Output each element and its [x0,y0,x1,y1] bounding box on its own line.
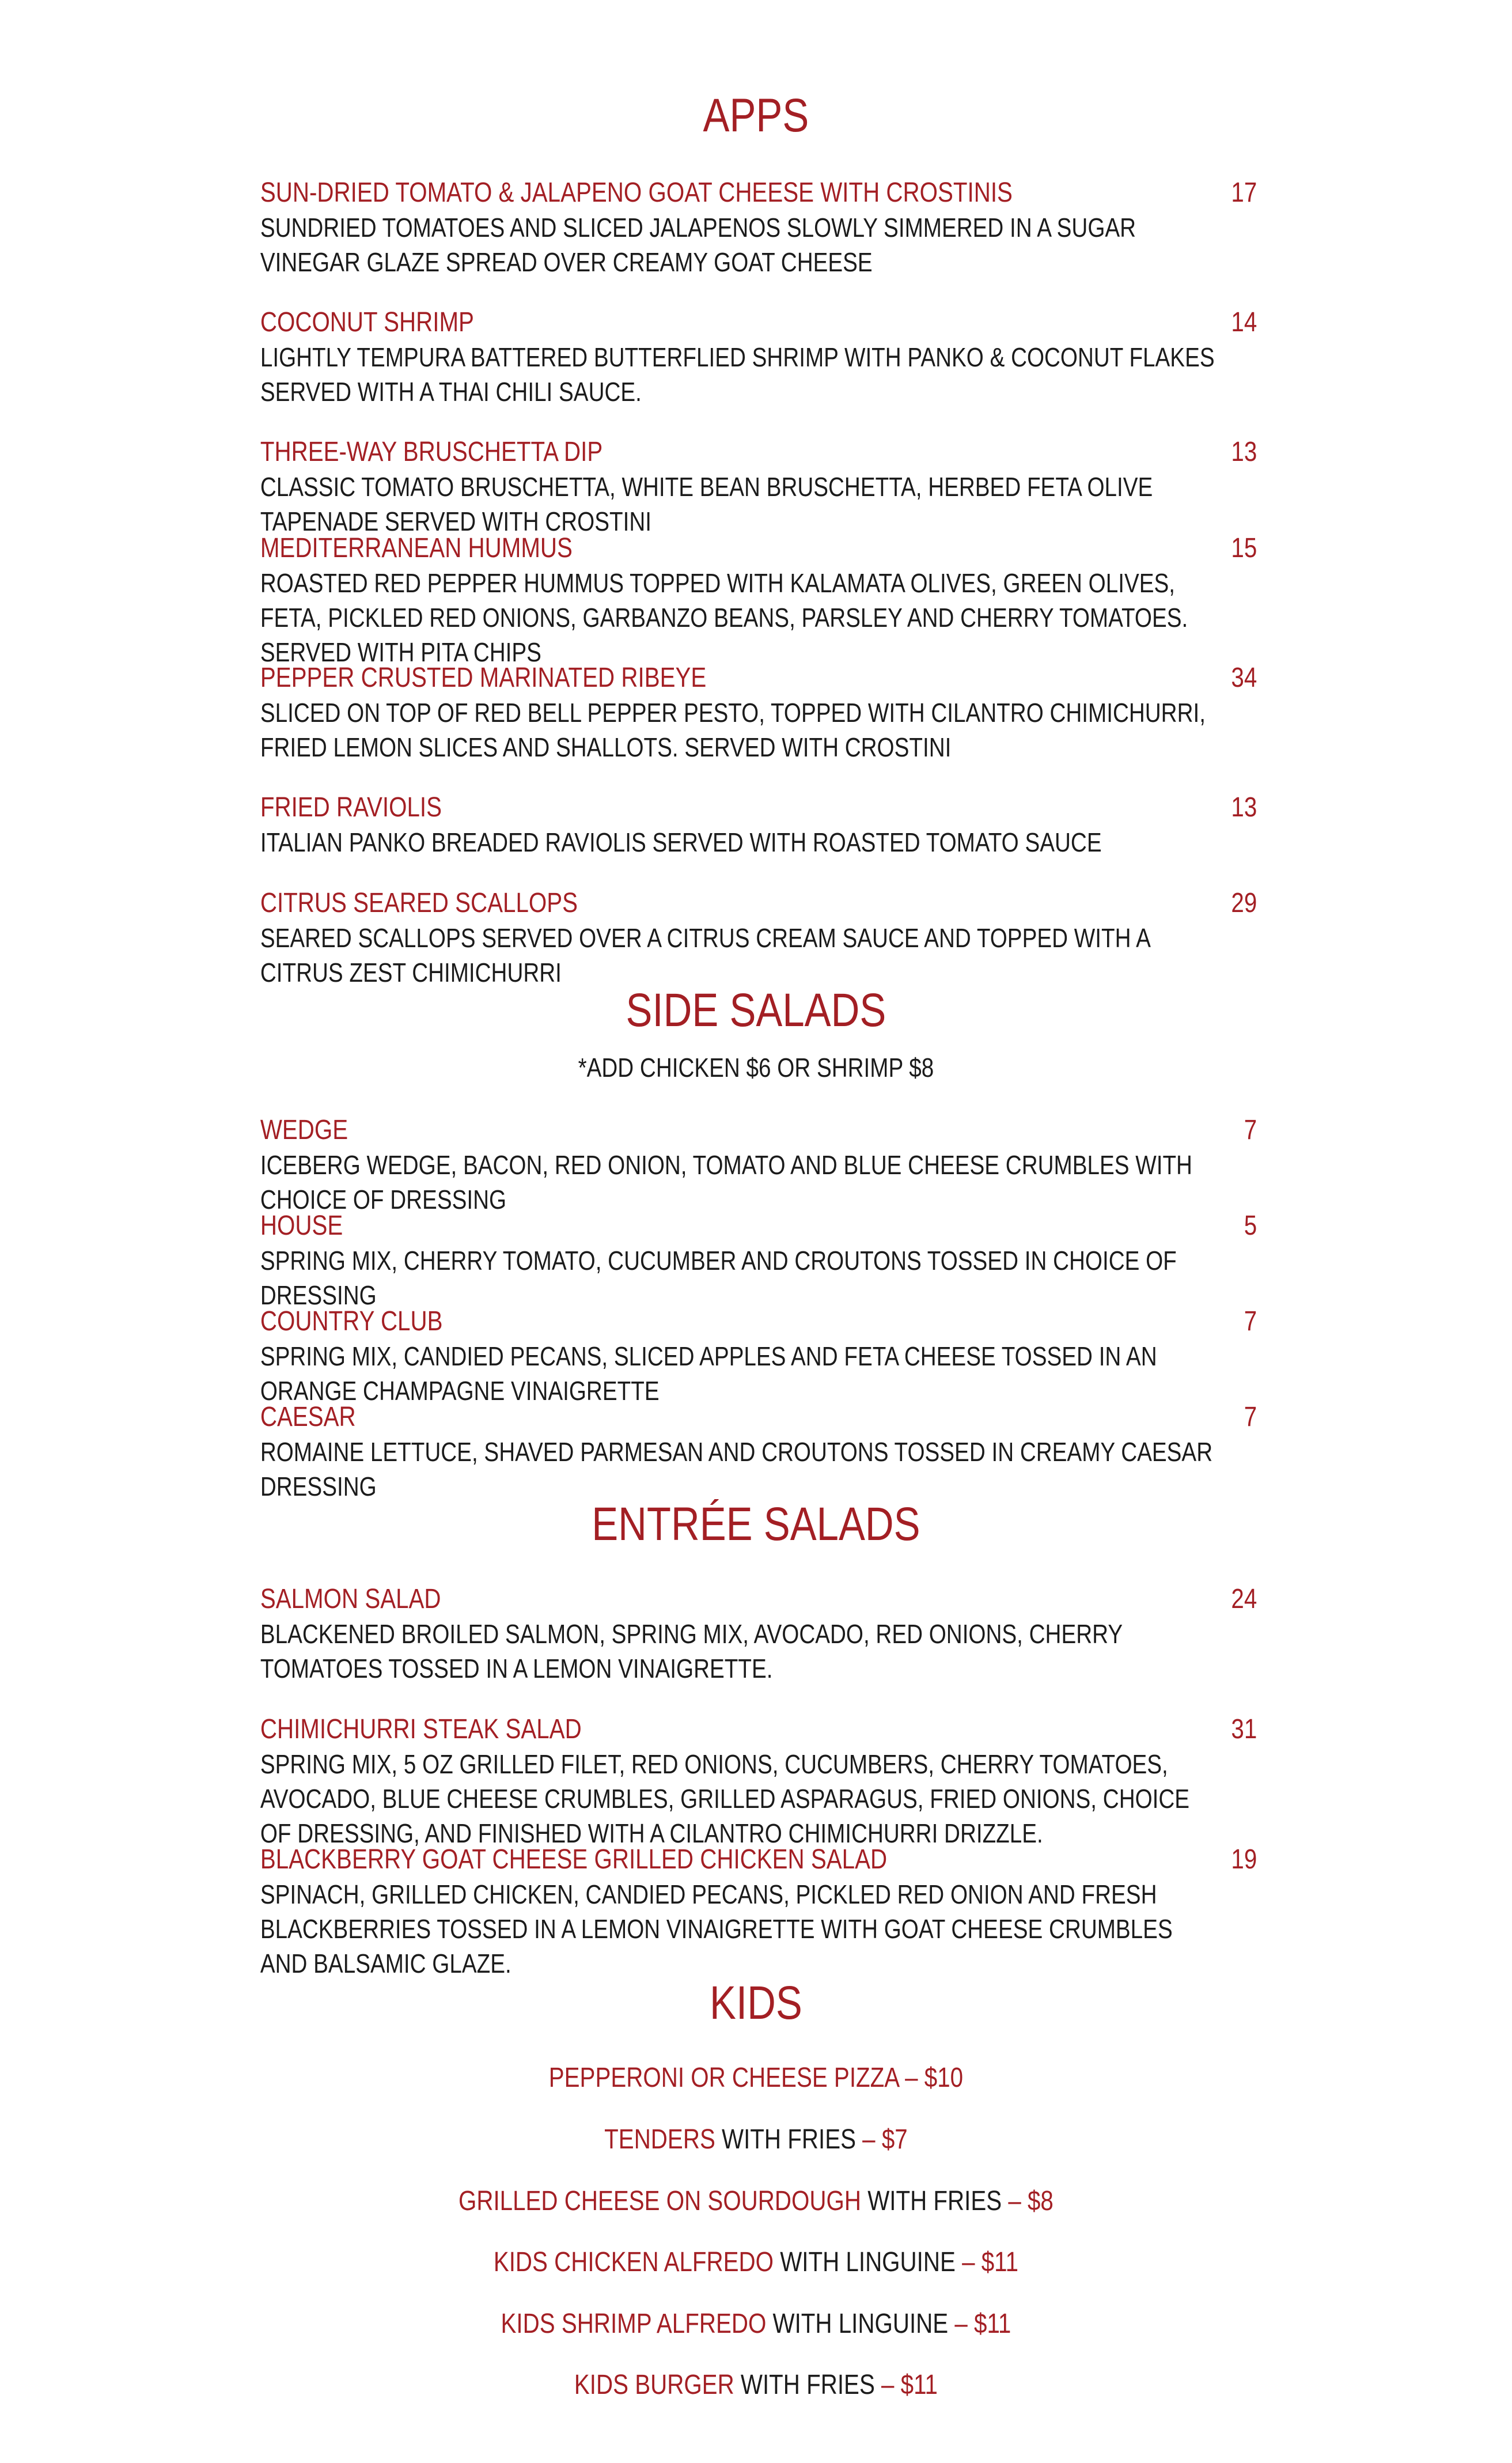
kids-item-side: WITH LINGUINE [774,2247,956,2277]
kids-item-name: GRILLED CHEESE ON SOURDOUGH [458,2186,862,2216]
item-name: PEPPER CRUSTED MARINATED RIBEYE [260,663,707,693]
kids-item-price: – $8 [1002,2186,1054,2216]
kids-item-price: – $10 [898,2063,964,2093]
item-price: 31 [1231,1714,1257,1745]
item-name: CITRUS SEARED SCALLOPS [260,888,578,918]
menu-item [260,176,1257,279]
item-description: ROMAINE LETTUCE, SHAVED PARMESAN AND CROUTONS TOSSED IN CREAMY CAESAR DRESSING [260,1437,1213,1501]
kids-item-price: – $11 [955,2247,1018,2277]
item-name: THREE-WAY BRUSCHETTA DIP [260,437,603,467]
kids-item-name: PEPPERONI OR CHEESE PIZZA [548,2063,899,2093]
kids-item [121,2307,1391,2341]
kids-item [121,2245,1391,2280]
item-name: WEDGE [260,1115,348,1145]
menu-item [260,305,1257,409]
item-description: SUNDRIED TOMATOES AND SLICED JALAPENOS SLOWLY SIMMERED IN A SUGAR VINEGAR GLAZE SPREAD OVER CREAMY GOAT CHEESE [260,213,1136,277]
section-title-side-salads: SIDE SALADS [626,984,886,1036]
item-price: 13 [1231,792,1257,823]
item-description: SPRING MIX, 5 OZ GRILLED FILET, RED ONIONS, CUCUMBERS, CHERRY TOMATOES, AVOCADO, BLUE CHEESE CRUMBLES, GRILLED ASPARAGUS, FRIED ONIONS, CHOICE OF DRESSING, AND FINISHED WITH A CILANTRO CHIMICHURRI DRIZZLE. [260,1749,1190,1848]
item-description: ROASTED RED PEPPER HUMMUS TOPPED WITH KALAMATA OLIVES, GREEN OLIVES, FETA, PICKLED RED ONIONS, GARBANZO BEANS, PARSLEY AND CHERRY TOMATOES. SERVED WITH PITA CHIPS [260,568,1188,667]
item-price: 29 [1231,888,1257,918]
menu-item [260,886,1257,990]
item-description: BLACKENED BROILED SALMON, SPRING MIX, AVOCADO, RED ONIONS, CHERRY TOMATOES TOSSED IN A LEMON VINAIGRETTE. [260,1619,1123,1683]
item-price: 34 [1231,663,1257,693]
item-name: COUNTRY CLUB [260,1306,443,1337]
item-description: LIGHTLY TEMPURA BATTERED BUTTERFLIED SHRIMP WITH PANKO & COCONUT FLAKES SERVED WITH A THAI CHILI SAUCE. [260,342,1215,407]
kids-item [121,2061,1391,2095]
kids-item-name: KIDS CHICKEN ALFREDO [493,2247,774,2277]
item-name: COCONUT SHRIMP [260,307,474,338]
menu-item [260,1712,1257,1851]
item-description: SPRING MIX, CHERRY TOMATO, CUCUMBER AND CROUTONS TOSSED IN CHOICE OF DRESSING [260,1246,1177,1310]
item-name: MEDITERRANEAN HUMMUS [260,533,573,563]
section-title-apps: APPS [703,89,809,142]
kids-item [121,2123,1391,2157]
item-description: SPINACH, GRILLED CHICKEN, CANDIED PECANS, PICKLED RED ONION AND FRESH BLACKBERRIES TOSSED IN A LEMON VINAIGRETTE WITH GOAT CHEESE CRUMBLES AND BALSAMIC GLAZE. [260,1879,1173,1978]
item-name: CAESAR [260,1402,356,1432]
item-price: 17 [1231,177,1257,208]
kids-item-side: WITH FRIES [734,2370,875,2400]
kids-item-price: – $7 [855,2124,908,2155]
kids-item-name: TENDERS [604,2124,715,2155]
menu-item [260,790,1257,860]
item-description: CLASSIC TOMATO BRUSCHETTA, WHITE BEAN BRUSCHETTA, HERBED FETA OLIVE TAPENADE SERVED WITH CROSTINI [260,472,1153,536]
menu-page [121,0,1391,2463]
item-description: ITALIAN PANKO BREADED RAVIOLIS SERVED WITH ROASTED TOMATO SAUCE [260,827,1102,857]
item-price: 15 [1231,533,1257,563]
item-name: SUN-DRIED TOMATO & JALAPENO GOAT CHEESE WITH CROSTINIS [260,177,1013,208]
item-name: SALMON SALAD [260,1584,441,1614]
menu-item [260,1842,1257,1981]
menu-item [260,1113,1257,1217]
add-protein-note: *ADD CHICKEN $6 OR SHRIMP $8 [578,1053,934,1083]
item-price: 7 [1244,1402,1257,1432]
item-price: 14 [1231,307,1257,338]
menu-item [260,661,1257,765]
item-description: SPRING MIX, CANDIED PECANS, SLICED APPLES AND FETA CHEESE TOSSED IN AN ORANGE CHAMPAGNE VINAIGRETTE [260,1341,1157,1406]
menu-item [260,531,1257,669]
item-description: ICEBERG WEDGE, BACON, RED ONION, TOMATO AND BLUE CHEESE CRUMBLES WITH CHOICE OF DRESSING [260,1150,1192,1215]
kids-item [121,2368,1391,2403]
menu-item [260,1400,1257,1504]
menu-item [260,1209,1257,1312]
item-name: CHIMICHURRI STEAK SALAD [260,1714,582,1745]
kids-item [121,2184,1391,2219]
kids-item-side: WITH FRIES [861,2186,1002,2216]
section-title-kids: KIDS [710,1977,802,2029]
item-name: HOUSE [260,1210,343,1241]
menu-item [260,1304,1257,1408]
kids-item-price: – $11 [948,2309,1011,2339]
item-description: SEARED SCALLOPS SERVED OVER A CITRUS CREAM SAUCE AND TOPPED WITH A CITRUS ZEST CHIMICHURRI [260,923,1150,988]
kids-item-side: WITH LINGUINE [766,2309,949,2339]
item-price: 5 [1244,1210,1257,1241]
item-price: 7 [1244,1306,1257,1337]
item-name: BLACKBERRY GOAT CHEESE GRILLED CHICKEN SALAD [260,1844,888,1875]
item-name: FRIED RAVIOLIS [260,792,442,823]
kids-item-name: KIDS SHRIMP ALFREDO [501,2309,767,2339]
item-price: 13 [1231,437,1257,467]
item-price: 7 [1244,1115,1257,1145]
kids-item-name: KIDS BURGER [574,2370,734,2400]
kids-item-side: WITH FRIES [715,2124,856,2155]
menu-item [260,435,1257,539]
kids-item-price: – $11 [874,2370,938,2400]
item-price: 19 [1231,1844,1257,1875]
section-title-entree-salads: ENTRÉE SALADS [592,1498,920,1550]
item-description: SLICED ON TOP OF RED BELL PEPPER PESTO, TOPPED WITH CILANTRO CHIMICHURRI, FRIED LEMON SLICES AND SHALLOTS. SERVED WITH CROSTINI [260,698,1206,762]
menu-item [260,1582,1257,1686]
item-price: 24 [1231,1584,1257,1614]
